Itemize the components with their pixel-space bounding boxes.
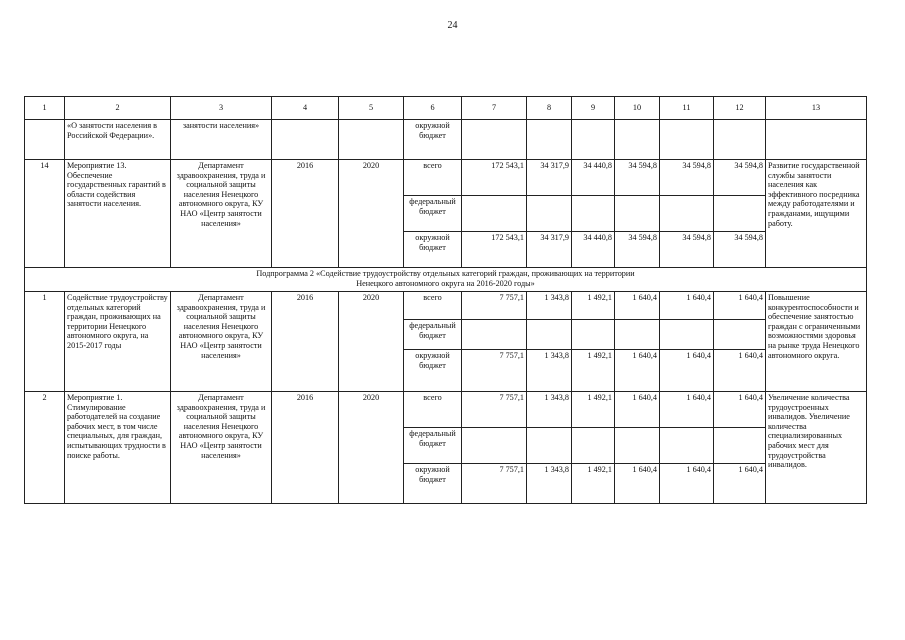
- start-year: 2016: [272, 160, 339, 268]
- value-cell: 34 594,8: [615, 160, 660, 196]
- budget-cell: окружной бюджет: [404, 120, 462, 160]
- value-cell: 7 757,1: [462, 392, 527, 428]
- col-header: 10: [615, 97, 660, 120]
- row-number: 1: [25, 292, 65, 392]
- event-cell: Содействие трудоустройству отдельных категорий граждан, проживающих на территории Ненецкого автономного округа, на 2015-2017 годы: [65, 292, 171, 392]
- col-header: 8: [527, 97, 572, 120]
- value-cell: 1 492,1: [572, 292, 615, 320]
- budget-cell: всего: [404, 392, 462, 428]
- value-cell: 1 640,4: [660, 292, 714, 320]
- result-cell: Увеличение количества трудоустроенных инвалидов. Увеличение количества специализированных рабочих мест для трудоустройства инвалидов.: [766, 392, 867, 504]
- end-year: 2020: [339, 160, 404, 268]
- result-cell: Развитие государственной службы занятости населения как эффективного посредника между работодателями и гражданами, ищущими работу.: [766, 160, 867, 268]
- value-cell: 1 492,1: [572, 464, 615, 504]
- value-cell: 1 640,4: [714, 464, 766, 504]
- col-header: 1: [25, 97, 65, 120]
- event-cell: Мероприятие 1. Стимулирование работодателей на создание рабочих мест, в том числе специальных, для граждан, испытывающих трудности в поиске работы.: [65, 392, 171, 504]
- col-header: 3: [171, 97, 272, 120]
- value-cell: 172 543,1: [462, 232, 527, 268]
- value-cell: 7 757,1: [462, 292, 527, 320]
- value-cell: 1 343,8: [527, 350, 572, 392]
- value-cell: 1 640,4: [714, 292, 766, 320]
- value-cell: 34 317,9: [527, 160, 572, 196]
- table-row: [25, 292, 867, 320]
- value-cell: 34 440,8: [572, 160, 615, 196]
- value-cell: 1 640,4: [714, 392, 766, 428]
- subprogram-title: [25, 268, 867, 292]
- value-cell: 1 492,1: [572, 392, 615, 428]
- row-number: 2: [25, 392, 65, 504]
- value-cell: 1 640,4: [714, 350, 766, 392]
- budget-cell: окружной бюджет: [404, 232, 462, 268]
- value-cell: 1 343,8: [527, 392, 572, 428]
- value-cell: 34 594,8: [714, 232, 766, 268]
- budget-cell: всего: [404, 160, 462, 196]
- value-cell: 1 640,4: [660, 350, 714, 392]
- budget-cell: федеральный бюджет: [404, 428, 462, 464]
- value-cell: 1 343,8: [527, 292, 572, 320]
- col-header: 4: [272, 97, 339, 120]
- subprogram-title-line1: Подпрограмма 2 «Содействие трудоустройству отдельных категорий граждан, проживающих на территории: [256, 269, 635, 278]
- value-cell: 34 594,8: [660, 232, 714, 268]
- value-cell: 7 757,1: [462, 464, 527, 504]
- table-row: [25, 120, 867, 160]
- row-number: 14: [25, 160, 65, 268]
- event-cell: Мероприятие 13. Обеспечение государственных гарантий в области содействия занятости населения.: [65, 160, 171, 268]
- col-header: 9: [572, 97, 615, 120]
- budget-cell: окружной бюджет: [404, 464, 462, 504]
- value-cell: 1 492,1: [572, 350, 615, 392]
- start-year: 2016: [272, 392, 339, 504]
- subprogram-row: [25, 268, 867, 292]
- event-cell: «О занятости населения в Российской Федерации».: [65, 120, 171, 160]
- value-cell: 1 343,8: [527, 464, 572, 504]
- value-cell: 1 640,4: [615, 464, 660, 504]
- start-year: 2016: [272, 292, 339, 392]
- table-row: [25, 392, 867, 428]
- value-cell: 7 757,1: [462, 350, 527, 392]
- value-cell: 172 543,1: [462, 160, 527, 196]
- value-cell: 1 640,4: [615, 350, 660, 392]
- value-cell: 1 640,4: [615, 292, 660, 320]
- value-cell: 34 594,8: [615, 232, 660, 268]
- executor-cell: Департамент здравоохранения, труда и социальной защиты населения Ненецкого автономного округа, КУ НАО «Центр занятости населения»: [171, 392, 272, 504]
- page-number: 24: [447, 20, 458, 31]
- value-cell: 34 440,8: [572, 232, 615, 268]
- budget-cell: федеральный бюджет: [404, 320, 462, 350]
- value-cell: 1 640,4: [660, 464, 714, 504]
- col-header: 13: [766, 97, 867, 120]
- table-row: [25, 160, 867, 196]
- header-row: [25, 97, 867, 120]
- col-header: 2: [65, 97, 171, 120]
- value-cell: 1 640,4: [660, 392, 714, 428]
- value-cell: 34 317,9: [527, 232, 572, 268]
- col-header: 6: [404, 97, 462, 120]
- col-header: 7: [462, 97, 527, 120]
- executor-cell: занятости населения»: [171, 120, 272, 160]
- end-year: 2020: [339, 392, 404, 504]
- value-cell: 34 594,8: [714, 160, 766, 196]
- budget-cell: федеральный бюджет: [404, 196, 462, 232]
- value-cell: 1 640,4: [615, 392, 660, 428]
- budget-cell: окружной бюджет: [404, 350, 462, 392]
- col-header: 5: [339, 97, 404, 120]
- subprogram-title-line2: Ненецкого автономного округа на 2016-2020 годы»: [356, 278, 535, 288]
- end-year: 2020: [339, 292, 404, 392]
- col-header: 11: [660, 97, 714, 120]
- executor-cell: Департамент здравоохранения, труда и социальной защиты населения Ненецкого автономного округа, КУ НАО «Центр занятости населения»: [171, 160, 272, 268]
- result-cell: Повышение конкурентоспособности и обеспечение занятостью граждан с ограниченными возможностями здоровья на рынке труда Ненецкого автономного округа.: [766, 292, 867, 392]
- col-header: 12: [714, 97, 766, 120]
- program-table: [24, 96, 867, 504]
- value-cell: 34 594,8: [660, 160, 714, 196]
- budget-cell: всего: [404, 292, 462, 320]
- executor-cell: Департамент здравоохранения, труда и социальной защиты населения Ненецкого автономного округа, КУ НАО «Центр занятости населения»: [171, 292, 272, 392]
